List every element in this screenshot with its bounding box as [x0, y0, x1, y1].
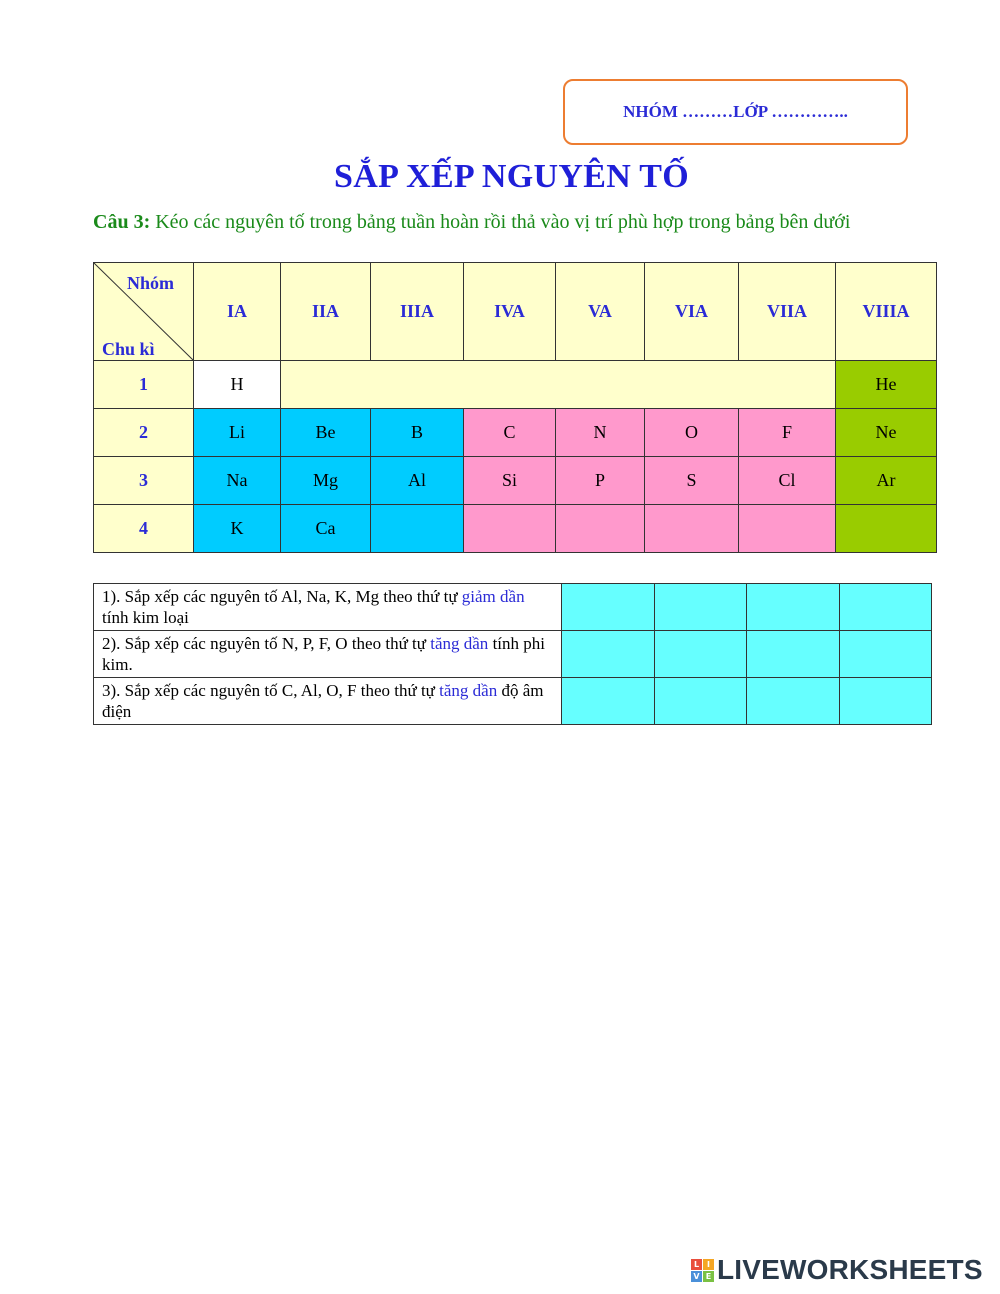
exercise-highlight: tăng dần [439, 681, 498, 700]
element-cell[interactable]: Li [194, 409, 281, 457]
brand-name: LIVEWORKSHEETS [717, 1254, 983, 1285]
exercise-prompt [94, 678, 562, 725]
exercise-row [94, 584, 932, 631]
liveworksheets-brand [691, 1254, 983, 1286]
exercise-suffix: tính kim loại [102, 608, 189, 627]
answer-drop-slot[interactable] [562, 678, 655, 725]
group-class-label: NHÓM ………LỚP ………….. [623, 102, 848, 121]
group-header: IVA [464, 263, 556, 361]
exercise-highlight: tăng dần [430, 634, 489, 653]
answer-drop-slot[interactable] [562, 584, 655, 631]
drop-slot[interactable] [836, 505, 937, 553]
period-label: 2 [94, 409, 194, 457]
question-prompt [93, 210, 931, 235]
element-cell[interactable]: He [836, 361, 937, 409]
answer-drop-slot[interactable] [655, 584, 747, 631]
element-cell[interactable]: S [645, 457, 739, 505]
exercise-highlight: giảm dần [461, 587, 525, 606]
element-cell[interactable]: B [371, 409, 464, 457]
drop-slot[interactable] [739, 505, 836, 553]
group-class-box [563, 79, 908, 145]
ordering-exercise-table [93, 583, 932, 725]
element-cell[interactable]: Ca [281, 505, 371, 553]
exercise-prefix: 1). Sắp xếp các nguyên tố Al, Na, K, Mg theo thứ tự [102, 587, 462, 606]
group-header: VA [556, 263, 645, 361]
empty-gap [281, 361, 836, 409]
element-cell[interactable]: K [194, 505, 281, 553]
answer-drop-slot[interactable] [747, 631, 840, 678]
element-cell[interactable]: Na [194, 457, 281, 505]
exercise-suffix: độ âm điện [102, 681, 544, 721]
group-header: VIIIA [836, 263, 937, 361]
exercise-row [94, 631, 932, 678]
drop-slot[interactable] [464, 505, 556, 553]
group-header: IIA [281, 263, 371, 361]
drop-slot[interactable] [371, 505, 464, 553]
liveworksheets-logo-icon: L I V E [691, 1259, 714, 1282]
exercise-prompt [94, 631, 562, 678]
exercise-row [94, 678, 932, 725]
element-cell[interactable]: Al [371, 457, 464, 505]
element-cell[interactable]: C [464, 409, 556, 457]
periodic-table [93, 262, 937, 553]
question-label: Câu 3: [93, 211, 151, 233]
exercise-suffix: tính phi kim. [102, 634, 545, 674]
group-header: IA [194, 263, 281, 361]
exercise-prefix: 2). Sắp xếp các nguyên tố N, P, F, O theo thứ tự [102, 634, 431, 653]
period-label: 1 [94, 361, 194, 409]
element-cell[interactable]: F [739, 409, 836, 457]
answer-drop-slot[interactable] [747, 584, 840, 631]
answer-drop-slot[interactable] [840, 631, 932, 678]
answer-drop-slot[interactable] [655, 631, 747, 678]
period-axis-label: Chu kì [102, 339, 155, 359]
element-cell[interactable]: N [556, 409, 645, 457]
element-cell[interactable]: Mg [281, 457, 371, 505]
answer-drop-slot[interactable] [747, 678, 840, 725]
group-header: VIA [645, 263, 739, 361]
page-title: SẮP XẾP NGUYÊN TỐ [334, 158, 689, 195]
group-header: VIIA [739, 263, 836, 361]
answer-drop-slot[interactable] [655, 678, 747, 725]
table-corner-header [94, 263, 194, 361]
element-cell[interactable]: P [556, 457, 645, 505]
answer-drop-slot[interactable] [840, 584, 932, 631]
answer-drop-slot[interactable] [840, 678, 932, 725]
group-header: IIIA [371, 263, 464, 361]
element-cell[interactable]: Cl [739, 457, 836, 505]
exercise-prefix: 3). Sắp xếp các nguyên tố C, Al, O, F theo thứ tự [102, 681, 440, 700]
element-cell[interactable]: Be [281, 409, 371, 457]
element-cell[interactable]: Si [464, 457, 556, 505]
question-text: Kéo các nguyên tố trong bảng tuần hoàn rồi thả vào vị trí phù hợp trong bảng bên dưới [150, 211, 851, 233]
element-cell[interactable]: Ne [836, 409, 937, 457]
group-axis-label: Nhóm [127, 273, 175, 293]
period-label: 3 [94, 457, 194, 505]
element-cell[interactable]: Ar [836, 457, 937, 505]
period-label: 4 [94, 505, 194, 553]
element-cell[interactable]: H [194, 361, 281, 409]
exercise-prompt [94, 584, 562, 631]
element-cell[interactable]: O [645, 409, 739, 457]
answer-drop-slot[interactable] [562, 631, 655, 678]
drop-slot[interactable] [556, 505, 645, 553]
drop-slot[interactable] [645, 505, 739, 553]
